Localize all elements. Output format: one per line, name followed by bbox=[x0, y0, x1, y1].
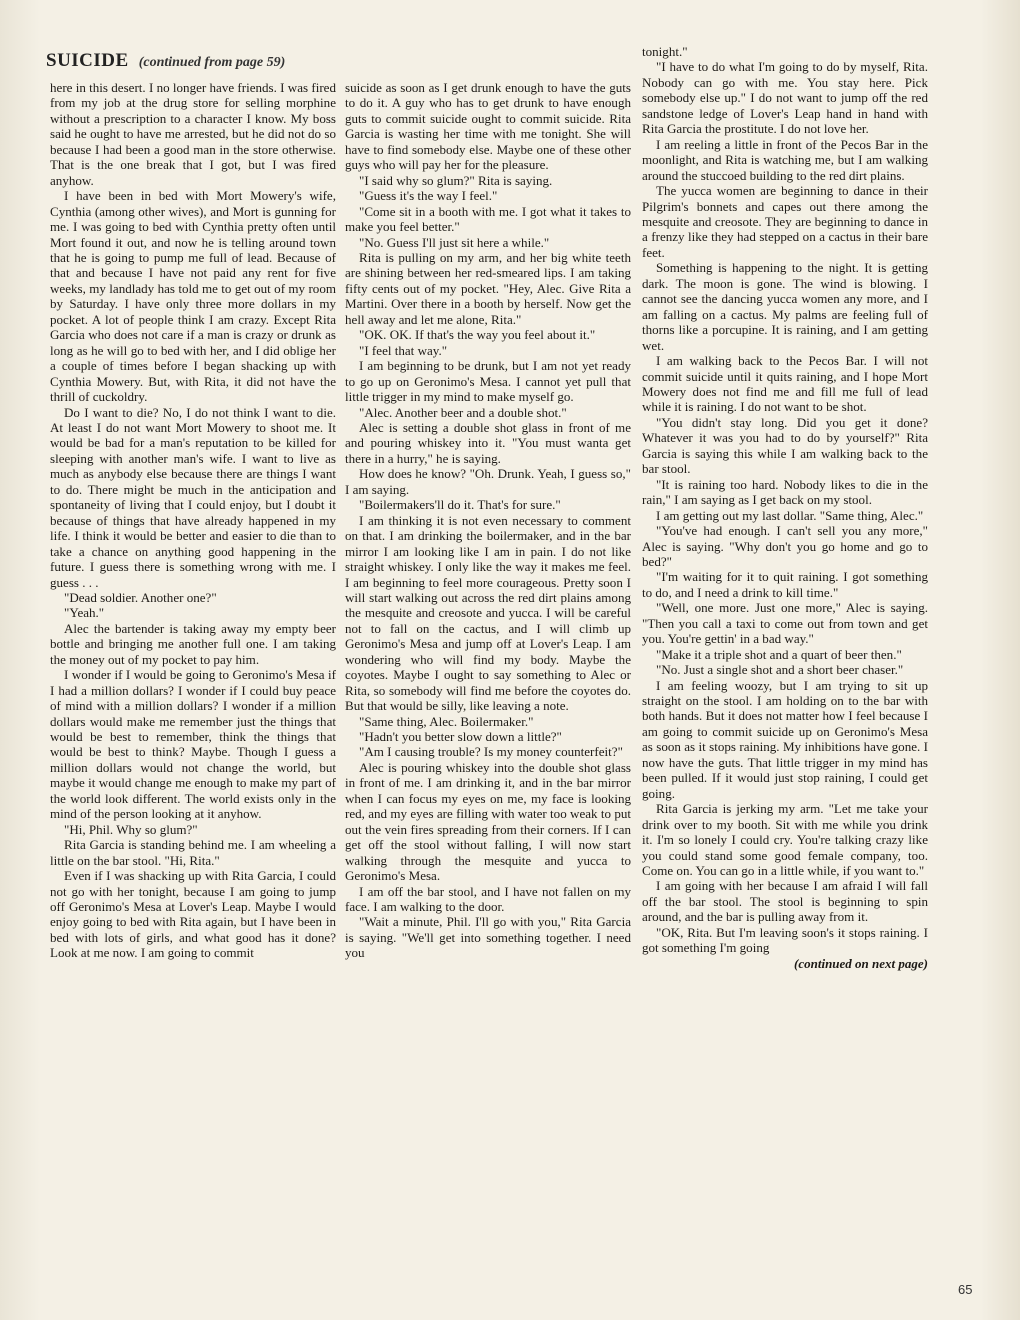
paragraph: "It is raining too hard. Nobody likes to die in the rain," I am saying as I get back on my stool. bbox=[642, 476, 928, 508]
paragraph: Alec the bartender is taking away my empty beer bottle and bringing me another full one. I am taking the money out of my pocket to pay him. bbox=[50, 620, 336, 667]
paragraph: here in this desert. I no longer have friends. I was fired from my job at the drug store for selling morphine without a prescription to a character I know. My boss said he ought to have me arrested, but he did not do so because I had been a good man in the store otherwise. That is the one break that I got, but I was fired anyhow. bbox=[50, 80, 336, 188]
text-column-3 bbox=[642, 44, 928, 1284]
paragraph: I am off the bar stool, and I have not fallen on my face. I am walking to the door. bbox=[345, 883, 631, 915]
paragraph: "I'm waiting for it to quit raining. I got something to do, and I need a drink to kill time." bbox=[642, 569, 928, 600]
paragraph: "Come sit in a booth with me. I got what it takes to make you feel better." bbox=[345, 203, 631, 235]
paragraph: I am getting out my last dollar. "Same thing, Alec." bbox=[656, 507, 924, 523]
paragraph: I wonder if I would be going to Geronimo's Mesa if I had a million dollars? I wonder if I could buy peace of mind with a million dollars? I wonder if a million dollars would make me remember just the things that would be best to remember, think the things that would be best to think? Maybe. Though I guess a million dollars would not change the world, but maybe it would change me enough to make my part of the world look different. The world exists only in the mind of the person looking at it anyhow. bbox=[50, 667, 336, 822]
paragraph: "Yeah." bbox=[64, 605, 105, 621]
paragraph: "Wait a minute, Phil. I'll go with you," Rita Garcia is saying. "We'll get into something together. I need you bbox=[345, 914, 631, 961]
paragraph: "I said why so glum?" Rita is saying. bbox=[359, 172, 553, 188]
paragraph: I am reeling a little in front of the Pecos Bar in the moonlight, and Rita is watching me, but I am walking around the stuccoed building to the red dirt plains. bbox=[642, 136, 928, 183]
paragraph: Alec is pouring whiskey into the double shot glass in front of me. I am drinking it, and in the bar mirror when I can focus my eyes on me, my face is looking red, and my eyes are filling with water too weak to put out the vein fires spreading from their corners. If I can get off the stool without falling, I will now start walking through the mesquite and yucca to Geronimo's Mesa. bbox=[345, 759, 631, 884]
paragraph: The yucca women are beginning to dance in their Pilgrim's bonnets and capes out there among the mesquite and creosote. They are beginning to dance in a frenzy like they had stepped on a cactus in their bare feet. bbox=[642, 183, 928, 260]
paragraph: "Well, one more. Just one more," Alec is saying. "Then you call a taxi to come out from town and get you. You're gettin' in a bad way." bbox=[642, 600, 928, 647]
story-header bbox=[46, 50, 346, 80]
paragraph: "No. Guess I'll just sit here a while." bbox=[359, 234, 550, 250]
paragraph: "No. Just a single shot and a short beer chaser." bbox=[656, 662, 904, 678]
paragraph: I have been in bed with Mort Mowery's wife, Cynthia (among other wives), and Mort is gunning for me. I was going to bed with Cynthia pretty often until Mort found it out, and now he is telling around town that he is going to pump me full of lead. Because of that and because I have not paid any rent for five weeks, my landlady has told me to get out of my room by Saturday. I have only three more dollars in my pocket. A lot of people think I am crazy. Except Rita Garcia who does not care if a man is crazy or drunk as long as he will go to bed with her, and I did oblige her a couple of times before I began shacking up with Cynthia Mowery. But, with Rita, it did not have the thrill of cuckoldry. bbox=[50, 188, 336, 405]
paragraph: Rita Garcia is jerking my arm. "Let me take your drink over to my booth. Sit with me while you drink it. I'm so lonely I could cry. You're talking crazy like you could stand some good female company, too. Come on. You can go in a little while, if you want to." bbox=[642, 801, 928, 879]
paragraph: Rita Garcia is standing behind me. I am wheeling a little on the bar stool. "Hi, Rita." bbox=[50, 837, 336, 868]
paragraph: I am beginning to be drunk, but I am not yet ready to go up on Geronimo's Mesa. I cannot yet pull that little trigger in my mind to make myself go. bbox=[345, 358, 631, 405]
paragraph: I am walking back to the Pecos Bar. I will not commit suicide until it quits raining, and I hope Mort Mowery does not find me and fill me full of lead while it is raining. I do not want to be shot. bbox=[642, 353, 928, 415]
paragraph: "OK. OK. If that's the way you feel about it." bbox=[359, 327, 596, 343]
text-column-2 bbox=[345, 80, 631, 1302]
paragraph: "Hadn't you better slow down a little?" bbox=[359, 729, 562, 745]
story-title: SUICIDE bbox=[46, 50, 129, 71]
paragraph: "You've had enough. I can't sell you any more," Alec is saying. "Why don't you go home and go to bed?" bbox=[642, 523, 928, 569]
paragraph: I am thinking it is not even necessary to comment on that. I am drinking the boilermaker, and in the bar mirror I am looking like I am in pain. I do not like straight whiskey. I only like the way it makes me feel. I am beginning to feel more courageous. Pretty soon I will start walking out across the red dirt plains among the mesquite and creosote and yucca. I will be careful not to fall on the cactus, and I will climb up Geronimo's Mesa and jump off at Lover's Leap. I am wondering who will find my body. Maybe the coyotes. Maybe I ought to say something to Alec or Rita, so somebody will find me before the coyotes do. But that would be silly, like leaving a note. bbox=[345, 512, 631, 714]
paragraph: Rita is pulling on my arm, and her big white teeth are shining between her red-smeared lips. I am taking fifty cents out of my pocket. "Hey, Alec. Give Rita a Martini. Over there in a booth by herself. Now get the hell away and let me alone, Rita." bbox=[345, 249, 631, 327]
paragraph: "Dead soldier. Another one?" bbox=[64, 589, 217, 605]
paragraph: Alec is setting a double shot glass in front of me and pouring whiskey into it. "You must wanta get there in a hurry," he is saying. bbox=[345, 419, 631, 466]
paragraph: Something is happening to the night. It is getting dark. The moon is gone. The wind is blowing. I cannot see the dancing yucca women any more, and I am falling on a cactus. My palms are feeling full of thorns like a porcupine. It is raining, and I am getting wet. bbox=[642, 260, 928, 353]
paragraph: "I feel that way." bbox=[359, 342, 448, 358]
paragraph: How does he know? "Oh. Drunk. Yeah, I guess so," I am saying. bbox=[345, 466, 631, 497]
paragraph: "Guess it's the way I feel." bbox=[359, 188, 498, 204]
text-column-1 bbox=[50, 80, 336, 1302]
continued-on-note: (continued on next page) bbox=[794, 955, 928, 971]
paragraph: "Make it a triple shot and a quart of beer then." bbox=[656, 646, 902, 662]
paragraph: "Hi, Phil. Why so glum?" bbox=[64, 821, 198, 837]
paragraph: Do I want to die? No, I do not think I want to die. At least I do not want Mort Mowery to shoot me. It would be bad for a man's reputation to be killed for sleeping with another man's wife. I want to live as much as anybody else because there are things I want to do. There might be much in the anticipation and spontaneity of living that I could enjoy, but I doubt it because of things that have already happened in my life. I think it would be better and easier to die than to take a chance on anything good happening in the future. I guess there is something wrong with me. I guess . . . bbox=[50, 404, 336, 590]
paragraph: "Am I causing trouble? Is my money counterfeit?" bbox=[359, 744, 623, 760]
paragraph: tonight." bbox=[642, 44, 688, 59]
paragraph: "Same thing, Alec. Boilermaker." bbox=[359, 713, 534, 729]
paragraph: I am going with her because I am afraid I will fall off the bar stool. The stool is beginning to spin around, and the bar is pulling away from it. bbox=[642, 878, 928, 925]
paragraph: suicide as soon as I get drunk enough to have the guts to do it. A guy who has to get drunk to have enough guts to commit suicide ought to commit suicide. Rita Garcia is wasting her time with me tonight. She will have to find somebody else. Maybe one of these other guys who will pay her for the pleasure. bbox=[345, 80, 631, 173]
paragraph: Even if I was shacking up with Rita Garcia, I could not go with her tonight, because I am going to jump off Geronimo's Mesa at Lover's Leap. Maybe I would enjoy going to bed with Rita again, but I have been in bed with lots of girls, and what good has it done? Look at me now. I am going to commit bbox=[50, 868, 336, 961]
page-number: 65 bbox=[958, 1282, 973, 1297]
paragraph: "Boilermakers'll do it. That's for sure." bbox=[359, 497, 561, 513]
paragraph: "I have to do what I'm going to do by myself, Rita. Nobody can go with me. You stay here. Pick somebody else up." I do not want to jump off the red sandstone ledge of Lover's Leap hand in hand with Rita Garcia the prostitute. I do not love her. bbox=[642, 59, 928, 137]
paragraph: "OK, Rita. But I'm leaving soon's it stops raining. I got something I'm going bbox=[642, 924, 928, 956]
paragraph: "Alec. Another beer and a double shot." bbox=[359, 404, 567, 420]
paragraph: "You didn't stay long. Did you get it done? Whatever it was you had to do by yourself?" Rita Garcia is saying this while I am walking back to the bar stool. bbox=[642, 414, 928, 477]
continued-from-note: (continued from page 59) bbox=[138, 55, 286, 70]
paragraph: I am feeling woozy, but I am trying to sit up straight on the stool. I am holding on to the bar with both hands. But it does not matter how I feel because I am going to commit suicide up on Geronimo's Mesa as soon as it stops raining. My inhibitions have gone. I now have the guts. That little trigger in my mind has been pulled. If it would just stop raining, I could get going. bbox=[642, 677, 928, 801]
